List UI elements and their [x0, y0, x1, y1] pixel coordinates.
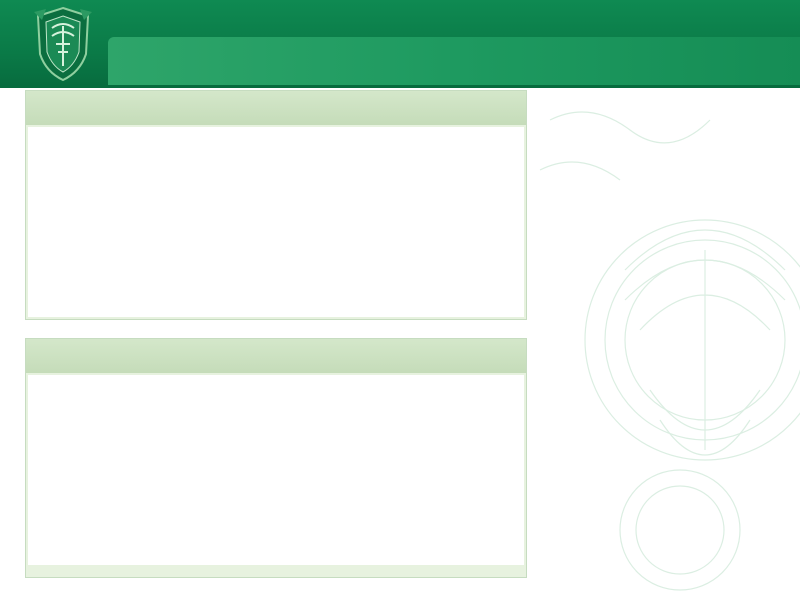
chart-panel-header	[26, 339, 526, 373]
map-panel	[25, 90, 527, 320]
region-map	[28, 127, 524, 317]
header-bar	[0, 0, 800, 88]
slide-title-bar	[108, 37, 800, 85]
map-panel-header	[26, 91, 526, 125]
summary-text	[546, 97, 780, 105]
line-chart	[28, 375, 524, 565]
ministry-emblem-icon	[28, 6, 98, 82]
region-map-svg	[28, 127, 524, 317]
chart-panel	[25, 338, 527, 578]
line-chart-svg	[28, 375, 524, 575]
emblem-watermark-icon	[530, 90, 800, 600]
